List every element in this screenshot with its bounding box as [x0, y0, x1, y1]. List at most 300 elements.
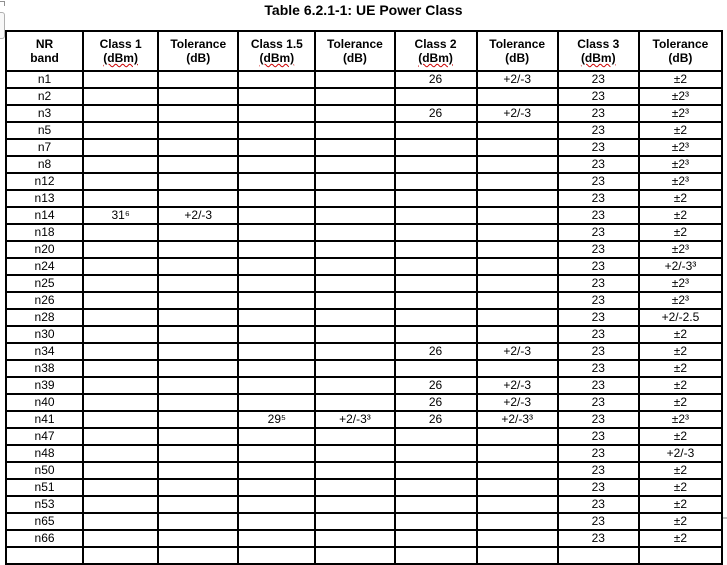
nr-band-cell: n26: [6, 292, 83, 309]
value-cell: [83, 309, 158, 326]
value-cell: ±2: [639, 326, 722, 343]
value-cell: [158, 292, 238, 309]
table-row: [6, 343, 722, 360]
value-cell: [83, 479, 158, 496]
table-row: [6, 428, 722, 445]
value-cell: [158, 326, 238, 343]
value-cell: ±2³: [639, 105, 722, 122]
table-row: [6, 309, 722, 326]
nr-band-cell: n65: [6, 513, 83, 530]
value-cell: [395, 428, 477, 445]
value-cell: [477, 445, 558, 462]
value-cell: +2/-3: [477, 71, 558, 88]
value-cell: [315, 479, 394, 496]
value-cell: [83, 530, 158, 547]
value-cell: [238, 156, 315, 173]
value-cell: [158, 394, 238, 411]
table-header-row: [6, 31, 722, 71]
value-cell: [83, 173, 158, 190]
nr-band-cell: n13: [6, 190, 83, 207]
value-cell: 26: [395, 394, 477, 411]
value-cell: [158, 139, 238, 156]
value-cell: [158, 411, 238, 428]
column-header-line1: Tolerance: [652, 37, 709, 51]
value-cell: [158, 88, 238, 105]
value-cell: [315, 156, 394, 173]
value-cell: [238, 360, 315, 377]
value-cell: +2/-3³: [315, 411, 394, 428]
value-cell: [315, 173, 394, 190]
value-cell: [83, 241, 158, 258]
value-cell: [477, 224, 558, 241]
value-cell: [158, 190, 238, 207]
nr-band-cell: n12: [6, 173, 83, 190]
nr-band-cell: n2: [6, 88, 83, 105]
value-cell: [477, 258, 558, 275]
value-cell: [158, 224, 238, 241]
value-cell: 23: [558, 156, 639, 173]
value-cell: 23: [558, 428, 639, 445]
value-cell: [158, 122, 238, 139]
value-cell: [83, 139, 158, 156]
value-cell: ±2: [639, 479, 722, 496]
value-cell: [158, 241, 238, 258]
nr-band-cell: n47: [6, 428, 83, 445]
column-header-line1: Class 1: [99, 37, 142, 51]
nr-band-cell: n30: [6, 326, 83, 343]
value-cell: ±2³: [639, 139, 722, 156]
value-cell: 26: [395, 411, 477, 428]
value-cell: [315, 326, 394, 343]
value-cell: [477, 326, 558, 343]
value-cell: [395, 173, 477, 190]
value-cell: 23: [558, 139, 639, 156]
value-cell: 26: [395, 71, 477, 88]
column-header: [639, 31, 722, 71]
column-header: [6, 31, 83, 71]
value-cell: [83, 496, 158, 513]
value-cell: ±2: [639, 224, 722, 241]
nr-band-cell: n5: [6, 122, 83, 139]
nr-band-cell: n38: [6, 360, 83, 377]
value-cell: [395, 462, 477, 479]
value-cell: ±2: [639, 428, 722, 445]
value-cell: [315, 71, 394, 88]
column-header: [558, 31, 639, 71]
value-cell: 23: [558, 411, 639, 428]
value-cell: 23: [558, 224, 639, 241]
column-header: [83, 31, 158, 71]
value-cell: [238, 326, 315, 343]
value-cell: [238, 122, 315, 139]
nr-band-cell: n24: [6, 258, 83, 275]
value-cell: [158, 428, 238, 445]
value-cell: ±2: [639, 207, 722, 224]
value-cell: [238, 496, 315, 513]
column-header-line2: (dB): [668, 51, 693, 65]
value-cell: [83, 156, 158, 173]
value-cell: [315, 309, 394, 326]
value-cell: [395, 309, 477, 326]
value-cell: [158, 496, 238, 513]
value-cell: [395, 275, 477, 292]
nr-band-cell: n3: [6, 105, 83, 122]
value-cell: [315, 275, 394, 292]
value-cell: [395, 122, 477, 139]
value-cell: 23: [558, 105, 639, 122]
value-cell: [83, 190, 158, 207]
value-cell: 26: [395, 105, 477, 122]
value-cell: +2/-3: [477, 105, 558, 122]
table-row: [6, 479, 722, 496]
value-cell: [158, 343, 238, 360]
value-cell: [83, 71, 158, 88]
value-cell: +2/-3: [158, 207, 238, 224]
value-cell: [477, 173, 558, 190]
column-header-line2: (dB): [342, 51, 367, 65]
value-cell: [238, 428, 315, 445]
value-cell: 23: [558, 275, 639, 292]
value-cell: 23: [558, 445, 639, 462]
value-cell: 23: [558, 258, 639, 275]
value-cell: [83, 445, 158, 462]
value-cell: ±2³: [639, 173, 722, 190]
nr-band-cell: n66: [6, 530, 83, 547]
value-cell: +2/-3³: [639, 258, 722, 275]
value-cell: [158, 462, 238, 479]
value-cell: [315, 496, 394, 513]
column-header-line2: (dBm): [259, 51, 295, 65]
value-cell: +2/-2.5: [639, 309, 722, 326]
value-cell: [158, 479, 238, 496]
value-cell: +2/-3: [477, 377, 558, 394]
value-cell: [83, 292, 158, 309]
value-cell: ±2: [639, 496, 722, 513]
value-cell: [315, 462, 394, 479]
nr-band-cell: n14: [6, 207, 83, 224]
value-cell: [395, 326, 477, 343]
column-header-line2: (dB): [186, 51, 211, 65]
value-cell: [315, 207, 394, 224]
value-cell: [83, 394, 158, 411]
nr-band-cell: n8: [6, 156, 83, 173]
value-cell: 23: [558, 309, 639, 326]
value-cell: ±2: [639, 530, 722, 547]
value-cell: ±2: [639, 343, 722, 360]
value-cell: [395, 88, 477, 105]
column-header-line1: Class 2: [414, 37, 457, 51]
table-row: [6, 445, 722, 462]
nr-band-cell: n1: [6, 71, 83, 88]
value-cell: 26: [395, 377, 477, 394]
value-cell: [477, 309, 558, 326]
nr-band-cell: n20: [6, 241, 83, 258]
column-header-line1: Class 3: [577, 37, 620, 51]
value-cell: [477, 462, 558, 479]
value-cell: [477, 156, 558, 173]
table-row: [6, 530, 722, 547]
value-cell: ±2³: [639, 241, 722, 258]
value-cell: [238, 105, 315, 122]
value-cell: +2/-3: [639, 445, 722, 462]
value-cell: [238, 309, 315, 326]
nr-band-cell: n39: [6, 377, 83, 394]
table-row: [6, 71, 722, 88]
value-cell: ±2: [639, 513, 722, 530]
table-row: [6, 105, 722, 122]
table-row: [6, 122, 722, 139]
value-cell: [238, 190, 315, 207]
value-cell: [158, 309, 238, 326]
value-cell: [83, 513, 158, 530]
value-cell: [238, 207, 315, 224]
table-row: [6, 513, 722, 530]
value-cell: [238, 71, 315, 88]
value-cell: [158, 513, 238, 530]
value-cell: [158, 105, 238, 122]
value-cell: 23: [558, 88, 639, 105]
table-row: [6, 275, 722, 292]
value-cell: [238, 275, 315, 292]
value-cell: [395, 241, 477, 258]
column-header-line2: band: [30, 51, 59, 65]
value-cell: [477, 122, 558, 139]
value-cell: [238, 224, 315, 241]
value-cell: 23: [558, 241, 639, 258]
nr-band-cell: n28: [6, 309, 83, 326]
value-cell: ±2³: [639, 275, 722, 292]
value-cell: [238, 462, 315, 479]
value-cell: [395, 224, 477, 241]
value-cell: [395, 360, 477, 377]
value-cell: [158, 360, 238, 377]
value-cell: [83, 377, 158, 394]
table-row: [6, 190, 722, 207]
value-cell: [477, 428, 558, 445]
table-row: [6, 156, 722, 173]
value-cell: 23: [558, 513, 639, 530]
value-cell: [477, 275, 558, 292]
value-cell: [477, 513, 558, 530]
value-cell: [315, 139, 394, 156]
value-cell: 23: [558, 173, 639, 190]
column-header-line1: Tolerance: [489, 37, 546, 51]
value-cell: [395, 530, 477, 547]
value-cell: [238, 394, 315, 411]
value-cell: [315, 190, 394, 207]
value-cell: [83, 88, 158, 105]
value-cell: ±2: [639, 71, 722, 88]
column-header-line2: (dBm): [418, 51, 453, 65]
table-row: [6, 394, 722, 411]
value-cell: [477, 241, 558, 258]
value-cell: [238, 377, 315, 394]
value-cell: ±2: [639, 122, 722, 139]
nr-band-cell: n53: [6, 496, 83, 513]
value-cell: ±2: [639, 394, 722, 411]
value-cell: [158, 258, 238, 275]
value-cell: 26: [395, 343, 477, 360]
value-cell: 23: [558, 71, 639, 88]
value-cell: [238, 445, 315, 462]
value-cell: [315, 377, 394, 394]
nr-band-cell: n50: [6, 462, 83, 479]
table-row: [6, 241, 722, 258]
value-cell: [315, 292, 394, 309]
table-caption: Table 6.2.1-1: UE Power Class: [264, 2, 463, 18]
value-cell: [395, 190, 477, 207]
value-cell: [315, 343, 394, 360]
column-header-line2: (dBm): [580, 51, 616, 65]
value-cell: [158, 445, 238, 462]
value-cell: [83, 360, 158, 377]
power-class-table: [5, 30, 723, 565]
value-cell: ±2: [639, 462, 722, 479]
column-header-line2: (dBm): [103, 51, 138, 65]
value-cell: 29⁵: [238, 411, 315, 428]
value-cell: [238, 530, 315, 547]
nr-band-cell: n48: [6, 445, 83, 462]
nr-band-cell: n25: [6, 275, 83, 292]
value-cell: [395, 139, 477, 156]
value-cell: [83, 411, 158, 428]
column-header: [238, 31, 315, 71]
value-cell: [158, 530, 238, 547]
value-cell: 23: [558, 496, 639, 513]
value-cell: +2/-3³: [477, 411, 558, 428]
value-cell: 23: [558, 479, 639, 496]
value-cell: [238, 258, 315, 275]
table-row: [6, 496, 722, 513]
value-cell: 23: [558, 122, 639, 139]
value-cell: [395, 156, 477, 173]
value-cell: [158, 275, 238, 292]
value-cell: [83, 224, 158, 241]
value-cell: [158, 377, 238, 394]
value-cell: [395, 513, 477, 530]
table-row: [6, 377, 722, 394]
column-header-line1: NR: [35, 37, 54, 51]
column-header: [158, 31, 238, 71]
value-cell: 23: [558, 292, 639, 309]
value-cell: [83, 275, 158, 292]
value-cell: [315, 513, 394, 530]
nr-band-cell: n51: [6, 479, 83, 496]
nr-band-cell: n40: [6, 394, 83, 411]
value-cell: [238, 173, 315, 190]
value-cell: [238, 241, 315, 258]
value-cell: ±2³: [639, 292, 722, 309]
column-header-line1: Tolerance: [327, 37, 383, 51]
table-row: [6, 139, 722, 156]
value-cell: [158, 71, 238, 88]
value-cell: [395, 292, 477, 309]
table-row: [6, 173, 722, 190]
value-cell: [83, 428, 158, 445]
value-cell: ±2³: [639, 411, 722, 428]
table-row: [6, 224, 722, 241]
table-row: [6, 462, 722, 479]
nr-band-cell: n34: [6, 343, 83, 360]
value-cell: +2/-3: [477, 343, 558, 360]
value-cell: [315, 88, 394, 105]
value-cell: 23: [558, 394, 639, 411]
value-cell: +2/-3: [477, 394, 558, 411]
value-cell: ±2: [639, 360, 722, 377]
value-cell: [477, 496, 558, 513]
value-cell: [315, 122, 394, 139]
value-cell: [315, 428, 394, 445]
value-cell: [238, 513, 315, 530]
value-cell: ±2³: [639, 88, 722, 105]
table-row: [6, 88, 722, 105]
value-cell: 23: [558, 207, 639, 224]
value-cell: [477, 88, 558, 105]
value-cell: ±2³: [639, 156, 722, 173]
nr-band-cell: n18: [6, 224, 83, 241]
value-cell: [315, 445, 394, 462]
table-row: [6, 360, 722, 377]
column-header: [477, 31, 558, 71]
value-cell: 23: [558, 377, 639, 394]
value-cell: 23: [558, 360, 639, 377]
value-cell: ±2: [639, 377, 722, 394]
value-cell: [477, 530, 558, 547]
value-cell: ±2: [639, 190, 722, 207]
column-header-line1: Tolerance: [170, 37, 227, 51]
value-cell: [477, 207, 558, 224]
value-cell: 23: [558, 462, 639, 479]
table-row: [6, 207, 722, 224]
nr-band-cell: n41: [6, 411, 83, 428]
value-cell: [83, 122, 158, 139]
value-cell: [477, 292, 558, 309]
value-cell: [238, 292, 315, 309]
value-cell: [238, 88, 315, 105]
column-header: [315, 31, 394, 71]
value-cell: [158, 156, 238, 173]
column-header-line2: (dB): [505, 51, 530, 65]
value-cell: [395, 479, 477, 496]
value-cell: [315, 224, 394, 241]
value-cell: [158, 173, 238, 190]
value-cell: [395, 445, 477, 462]
value-cell: 23: [558, 530, 639, 547]
table-row: [6, 411, 722, 428]
value-cell: [477, 190, 558, 207]
value-cell: 23: [558, 343, 639, 360]
value-cell: 31⁶: [83, 207, 158, 224]
value-cell: [395, 258, 477, 275]
value-cell: 23: [558, 326, 639, 343]
value-cell: [315, 530, 394, 547]
value-cell: [395, 496, 477, 513]
value-cell: [238, 343, 315, 360]
column-header-line1: Class 1.5: [250, 37, 303, 51]
value-cell: [315, 241, 394, 258]
value-cell: [238, 139, 315, 156]
column-header: [395, 31, 477, 71]
value-cell: [477, 360, 558, 377]
value-cell: [83, 343, 158, 360]
value-cell: [83, 105, 158, 122]
value-cell: [83, 326, 158, 343]
value-cell: 23: [558, 190, 639, 207]
value-cell: [315, 394, 394, 411]
value-cell: [315, 258, 394, 275]
nr-band-cell: n7: [6, 139, 83, 156]
table-row: [6, 258, 722, 275]
